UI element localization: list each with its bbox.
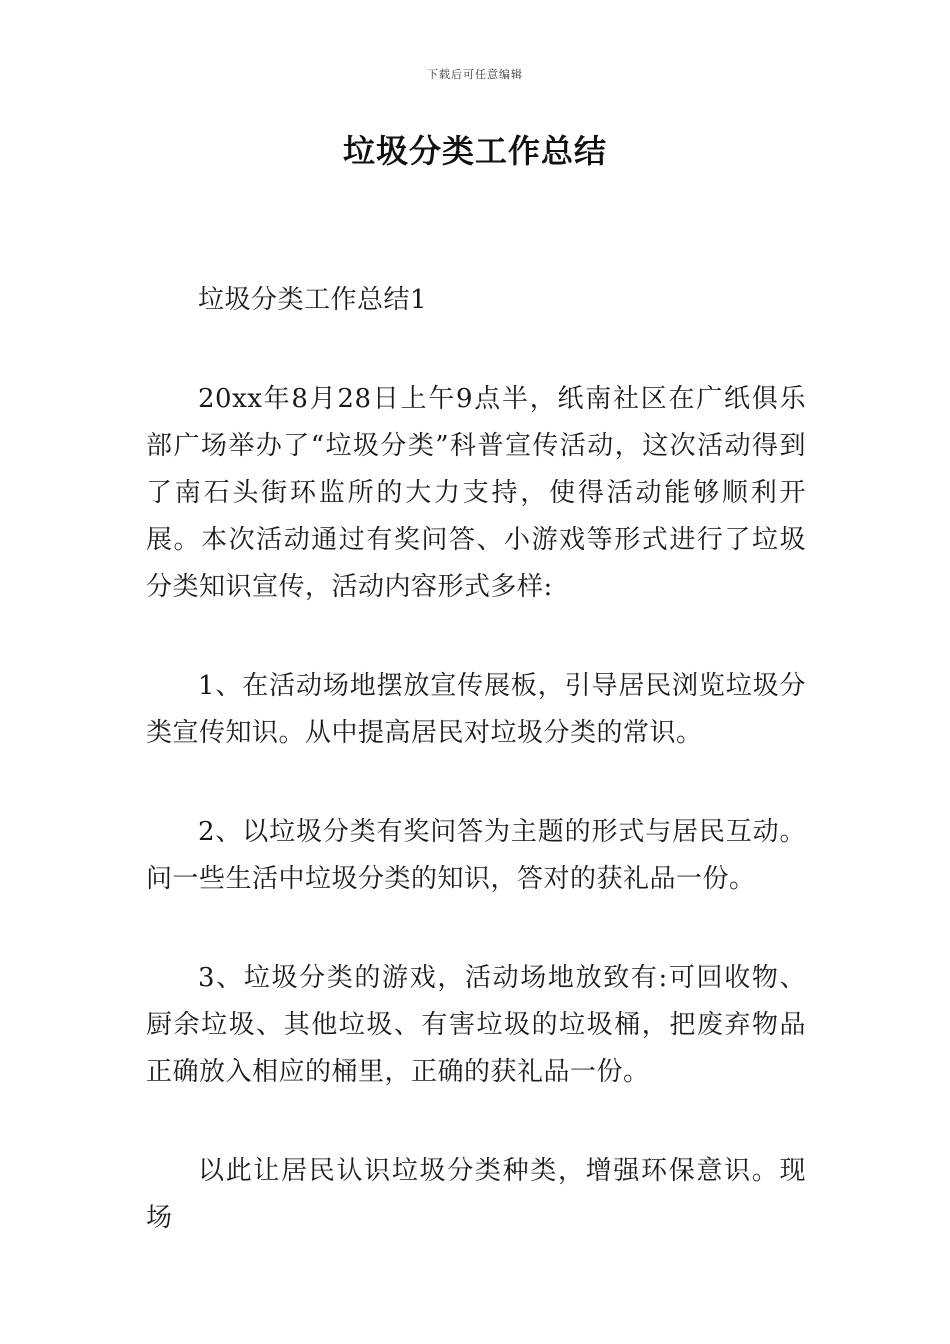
paragraph-intro: 20xx年8月28日上午9点半，纸南社区在广纸俱乐部广场举办了“垃圾分类”科普宣传活动，这次活动得到了南石头街环监所的大力支持，使得活动能够顺利开展。本次活动通过有奖问答、小游戏等形式进行了垃圾分类知识宣传，活动内容形式多样:	[146, 384, 806, 602]
document-body	[146, 277, 806, 1242]
paragraph-item-3: 3、垃圾分类的游戏，活动场地放致有:可回收物、厨余垃圾、其他垃圾、有害垃圾的垃圾桶，把废弃物品正确放入相应的桶里，正确的获礼品一份。	[146, 963, 806, 1087]
paragraph-conclusion: 以此让居民认识垃圾分类种类，增强环保意识。现场	[146, 1156, 806, 1233]
paragraph-item-2: 2、以垃圾分类有奖问答为主题的形式与居民互动。问一些生活中垃圾分类的知识，答对的获礼品一份。	[146, 817, 806, 894]
paragraph-item-1: 1、在活动场地摆放宣传展板，引导居民浏览垃圾分类宣传知识。从中提高居民对垃圾分类的常识。	[146, 671, 806, 748]
section-subheading: 垃圾分类工作总结1	[198, 285, 428, 315]
document-title: 垃圾分类工作总结	[342, 132, 607, 170]
header-note: 下载后可任意编辑	[427, 68, 523, 81]
